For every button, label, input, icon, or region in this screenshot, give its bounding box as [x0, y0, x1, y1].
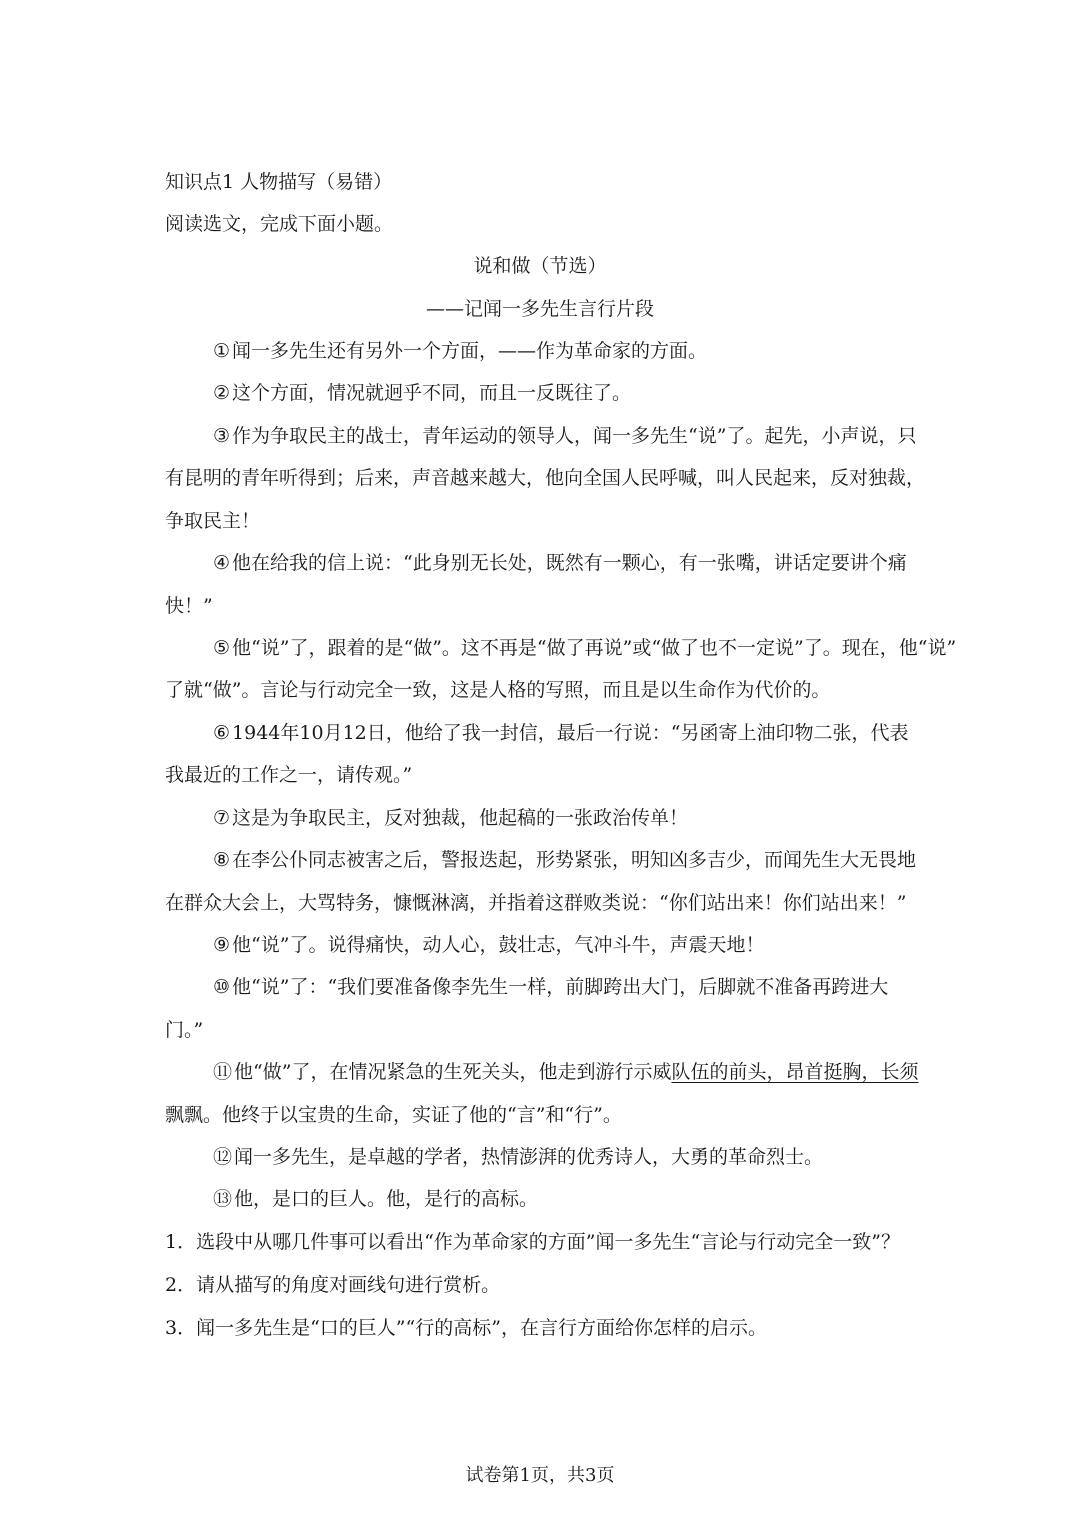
- paragraph-text: 闻一多先生还有另外一个方面，——作为革命家的方面。: [232, 340, 708, 362]
- paragraph-number: ③: [213, 425, 231, 447]
- article-title: 说和做（节选）: [473, 255, 607, 277]
- paragraph-number: ①: [213, 340, 231, 362]
- paragraph-text: 他“说”了，跟着的是“做”。这不再是“做了再说”或“做了也不一定说”了。现在，他“说”: [232, 637, 957, 659]
- question-3: 3．闻一多先生是“口的巨人”“行的高标”，在言行方面给你怎样的启示。: [165, 1317, 767, 1339]
- paragraph-3-line-2: 有昆明的青年听得到；后来，声音越来越大，他向全国人民呼喊，叫人民起来，反对独裁，: [165, 467, 926, 489]
- paragraph-number: ⑩: [213, 976, 231, 998]
- paragraph-number: ⑤: [213, 637, 231, 659]
- paragraph-4: [213, 551, 907, 575]
- paragraph-4-line-2: 快！”: [165, 595, 213, 617]
- paragraph-number: ⑪: [213, 1061, 233, 1083]
- paragraph-5: [213, 636, 956, 660]
- article-subtitle: ——记闻一多先生言行片段: [425, 298, 654, 320]
- paragraph-8: [213, 848, 916, 872]
- reading-instruction: 阅读选文，完成下面小题。: [165, 213, 394, 235]
- paragraph-1: [213, 339, 707, 363]
- paragraph-10: [213, 975, 888, 999]
- underlined-sentence: 队伍的前头，昂首挺胸，长须: [671, 1061, 919, 1083]
- paragraph-text: 他“说”了。说得痛快，动人心，鼓壮志，气冲斗牛，声震天地！: [232, 934, 765, 956]
- paragraph-text: 他在给我的信上说：“此身别无长处，既然有一颗心，有一张嘴，讲话定要讲个痛: [232, 552, 907, 574]
- paragraph-number: ⑫: [213, 1146, 233, 1168]
- paragraph-12: [213, 1145, 823, 1169]
- paragraph-number: ⑦: [213, 807, 231, 829]
- paragraph-text: 他“做”了，在情况紧急的生死关头，他走到游行示威: [234, 1061, 672, 1083]
- question-2: 2．请从描写的角度对画线句进行赏析。: [165, 1274, 501, 1296]
- paragraph-number: ⑬: [213, 1188, 233, 1210]
- paragraph-text: 1944年10月12日，他给了我一封信，最后一行说：“另函寄上油印物二张，代表: [232, 722, 909, 744]
- paragraph-11: [213, 1060, 918, 1084]
- paragraph-text: 在李公仆同志被害之后，警报迭起，形势紧张，明知凶多吉少，而闻先生大无畏地: [232, 849, 917, 871]
- paragraph-13: [213, 1187, 538, 1211]
- page-footer: 试卷第1页，共3页: [465, 1465, 615, 1486]
- paragraph-text: 这是为争取民主，反对独裁，他起稿的一张政治传单！: [232, 807, 689, 829]
- paragraph-7: [213, 806, 688, 830]
- paragraph-11-line-2: 飘飘。他终于以宝贵的生命，实证了他的“言”和“行”。: [165, 1104, 622, 1126]
- paragraph-text: 闻一多先生，是卓越的学者，热情澎湃的优秀诗人，大勇的革命烈士。: [234, 1146, 824, 1168]
- section-heading: 知识点1 人物描写（易错）: [165, 171, 393, 193]
- paragraph-number: ⑥: [213, 722, 231, 744]
- question-1: 1．选段中从哪几件事可以看出“作为革命家的方面”闻一多先生“言论与行动完全一致”？: [165, 1231, 900, 1253]
- paragraph-text: 他，是口的巨人。他，是行的高标。: [234, 1188, 539, 1210]
- paragraph-2: [213, 381, 631, 405]
- paragraph-5-line-2: 了就“做”。言论与行动完全一致，这是人格的写照，而且是以生命作为代价的。: [165, 679, 831, 701]
- paragraph-8-line-2: 在群众大会上，大骂特务，慷慨淋漓，并指着这群败类说：“你们站出来！你们站出来！”: [165, 892, 907, 914]
- paragraph-text: 这个方面，情况就迥乎不同，而且一反既往了。: [232, 382, 632, 404]
- paragraph-10-line-2: 门。”: [165, 1019, 204, 1041]
- paragraph-6: [213, 721, 908, 745]
- paragraph-number: ⑨: [213, 934, 231, 956]
- paragraph-text: 他“说”了：“我们要准备像李先生一样，前脚跨出大门，后脚就不准备再跨进大: [232, 976, 889, 998]
- paragraph-number: ②: [213, 382, 231, 404]
- paragraph-number: ④: [213, 552, 231, 574]
- paragraph-9: [213, 933, 764, 957]
- paragraph-3-line-3: 争取民主！: [165, 510, 261, 532]
- paragraph-number: ⑧: [213, 849, 231, 871]
- paragraph-3: [213, 424, 916, 448]
- paragraph-6-line-2: 我最近的工作之一，请传观。”: [165, 764, 413, 786]
- paragraph-text: 作为争取民主的战士，青年运动的领导人，闻一多先生“说”了。起先，小声说，只: [232, 425, 917, 447]
